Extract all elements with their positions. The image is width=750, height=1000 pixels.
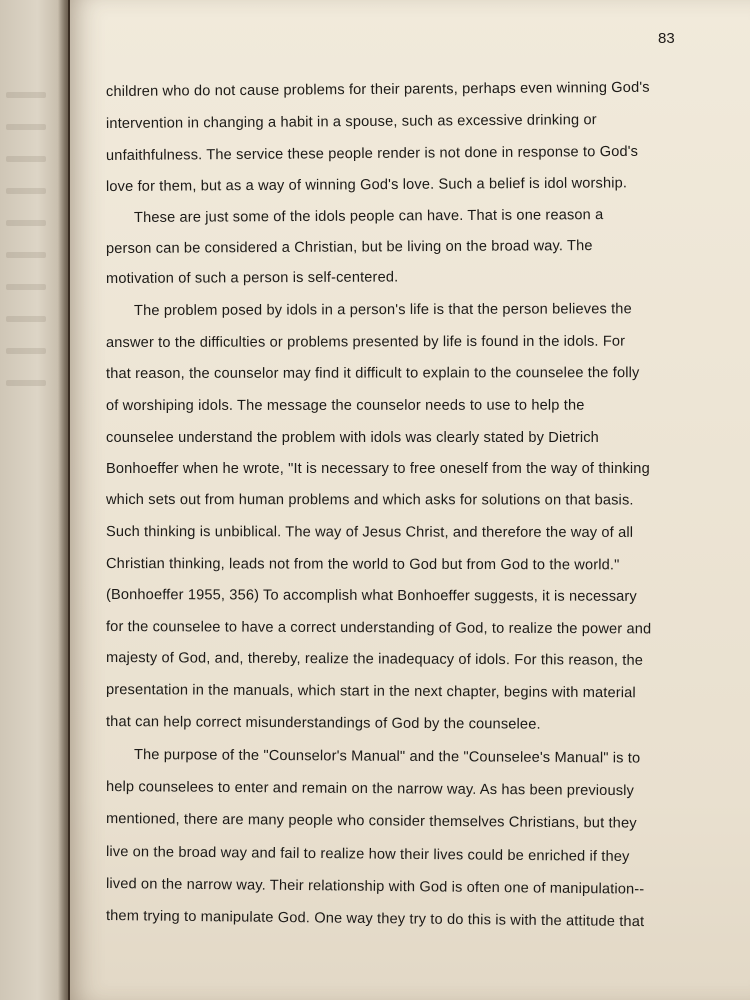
- text-line: (Bonhoeffer 1955, 356) To accomplish what Bonhoeffer suggests, it is necessary: [105, 587, 637, 605]
- text-line: them trying to manipulate God. One way they try to do this is with the attitude that: [105, 908, 645, 931]
- text-line: lived on the narrow way. Their relationship with God is often one of manipulation--: [105, 876, 645, 898]
- text-line: which sets out from human problems and which asks for solutions on that basis.: [105, 492, 634, 509]
- text-line: majesty of God, and, thereby, realize the inadequacy of idols. For this reason, the: [105, 650, 644, 669]
- text-line: live on the broad way and fail to realize how their lives could be enriched if they: [105, 844, 630, 866]
- text-line: These are just some of the idols people can have. That is one reason a: [133, 207, 604, 226]
- text-line: presentation in the manuals, which start in the next chapter, begins with material: [105, 682, 636, 702]
- text-line: children who do not cause problems for their parents, perhaps even winning God's: [105, 79, 650, 100]
- book-page: [70, 0, 750, 1000]
- text-line: love for them, but as a way of winning God's love. Such a belief is idol worship.: [105, 175, 628, 195]
- text-line: The problem posed by idols in a person's life is that the person believes the: [133, 301, 632, 319]
- text-line: answer to the difficulties or problems presented by life is found in the idols. For: [105, 333, 626, 351]
- text-line: of worshiping idols. The message the counselor needs to use to help the: [105, 397, 585, 414]
- text-line: mentioned, there are many people who consider themselves Christians, but they: [105, 811, 637, 832]
- text-line: Bonhoeffer when he wrote, "It is necessary to free oneself from the way of thinking: [106, 461, 650, 477]
- text-line: The purpose of the "Counselor's Manual" and the "Counselee's Manual" is to: [133, 747, 641, 767]
- page-number: 83: [658, 30, 675, 47]
- text-line: Such thinking is unbiblical. The way of Jesus Christ, and therefore the way of all: [105, 524, 634, 541]
- text-line: intervention in changing a habit in a spouse, such as excessive drinking or: [105, 112, 597, 132]
- text-line: motivation of such a person is self-centered.: [105, 269, 399, 287]
- text-line: that can help correct misunderstandings of God by the counselee.: [105, 714, 541, 733]
- text-line: help counselees to enter and remain on the narrow way. As has been previously: [105, 779, 635, 800]
- text-line: Christian thinking, leads not from the world to God but from God to the world.": [105, 556, 620, 574]
- text-line: for the counselee to have a correct understanding of God, to realize the power and: [105, 619, 652, 638]
- text-line: counselee understand the problem with idols was clearly stated by Dietrich: [106, 430, 599, 446]
- text-line: person can be considered a Christian, but be living on the broad way. The: [105, 238, 593, 257]
- text-line: unfaithfulness. The service these people render is not done in response to God's: [105, 143, 639, 164]
- text-line: that reason, the counselor may find it difficult to explain to the counselee the folly: [105, 365, 640, 382]
